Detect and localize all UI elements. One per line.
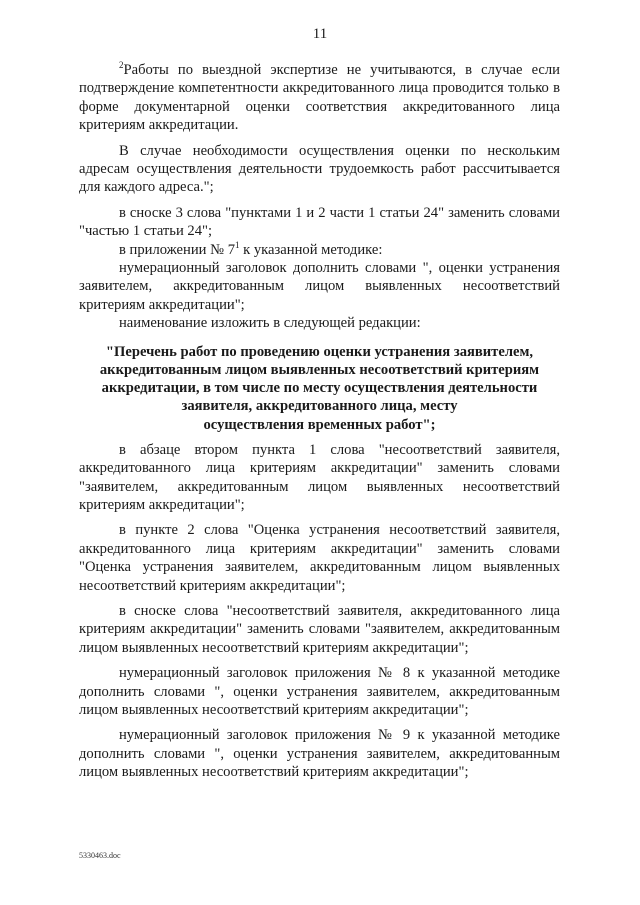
paragraph-footnote-3: в сноске 3 слова "пунктами 1 и 2 части 1 статьи 24" заменить словами "частью 1 статьи 24"; <box>79 204 560 240</box>
new-title-heading <box>79 343 560 434</box>
appendix-7-text-before: в приложении № 7 <box>119 241 235 258</box>
heading-line: заявителя, аккредитованного лица, месту <box>181 398 458 415</box>
paragraph-appendix-7 <box>79 241 560 259</box>
footer-document-code: 5330463.doc <box>79 851 121 860</box>
paragraph-multiple-addresses: В случае необходимости осуществления оценки по нескольким адресам осуществления деятельности трудоемкость работ рассчитывается для каждого адреса."; <box>79 142 560 196</box>
amendment-paragraph: нумерационный заголовок приложения № 8 к указанной методике дополнить словами ", оценки устранения заявителем, аккредитованным лицом выявленных несоответствий критериям аккредитации"; <box>79 665 560 718</box>
appendix-7-superscript: 1 <box>235 239 240 250</box>
footnote-paragraph <box>79 61 560 135</box>
document-body <box>79 61 560 782</box>
heading-line: "Перечень работ по проведению оценки устранения заявителем, <box>105 343 534 360</box>
paragraph-title-change: наименование изложить в следующей редакции: <box>119 315 421 332</box>
appendix-7-text-after: к указанной методике: <box>239 241 383 258</box>
amendment-paragraph: нумерационный заголовок приложения № 9 к указанной методике дополнить словами ", оценки устранения заявителем, аккредитованным лицом выявленных несоответствий критериям аккредитации"; <box>79 727 560 781</box>
paragraph-numbering-heading: нумерационный заголовок дополнить словами ", оценки устранения заявителем, аккредитованным лицом выявленных несоответствий критериям аккредитации"; <box>79 260 560 313</box>
amendment-paragraph: в сноске слова "несоответствий заявителя, аккредитованного лица критериям аккредитации" заменить словами "заявителем, аккредитованным лицом выявленных несоответствий критериям аккредитации"; <box>79 602 560 656</box>
page-number: 11 <box>312 26 328 42</box>
footnote-text: Работы по выездной экспертизе не учитываются, в случае если подтверждение компетентности аккредитованного лица проводится только в форме документарной оценки соответствия аккредитованного лица критериям аккредитации. <box>79 62 560 134</box>
heading-line: осуществления временных работ"; <box>203 416 436 433</box>
heading-line: аккредитованным лицом выявленных несоответствий критериям <box>99 361 540 378</box>
footnote-marker: 2 <box>119 60 124 70</box>
amendment-paragraph: в пункте 2 слова "Оценка устранения несоответствий заявителя, аккредитованного лица критериям аккредитации" заменить словами "Оценка устранения заявителем, аккредитованным лицом выявленных несоответствий критериям аккредитации"; <box>79 522 560 594</box>
heading-line: аккредитации, в том числе по месту осуществления деятельности <box>101 380 538 397</box>
amendment-paragraph: в абзаце втором пункта 1 слова "несоответствий заявителя, аккредитованного лица критериям аккредитации" заменить словами "заявителем, аккредитованным лицом выявленных несоответствий критериям аккредитации"; <box>79 441 560 513</box>
